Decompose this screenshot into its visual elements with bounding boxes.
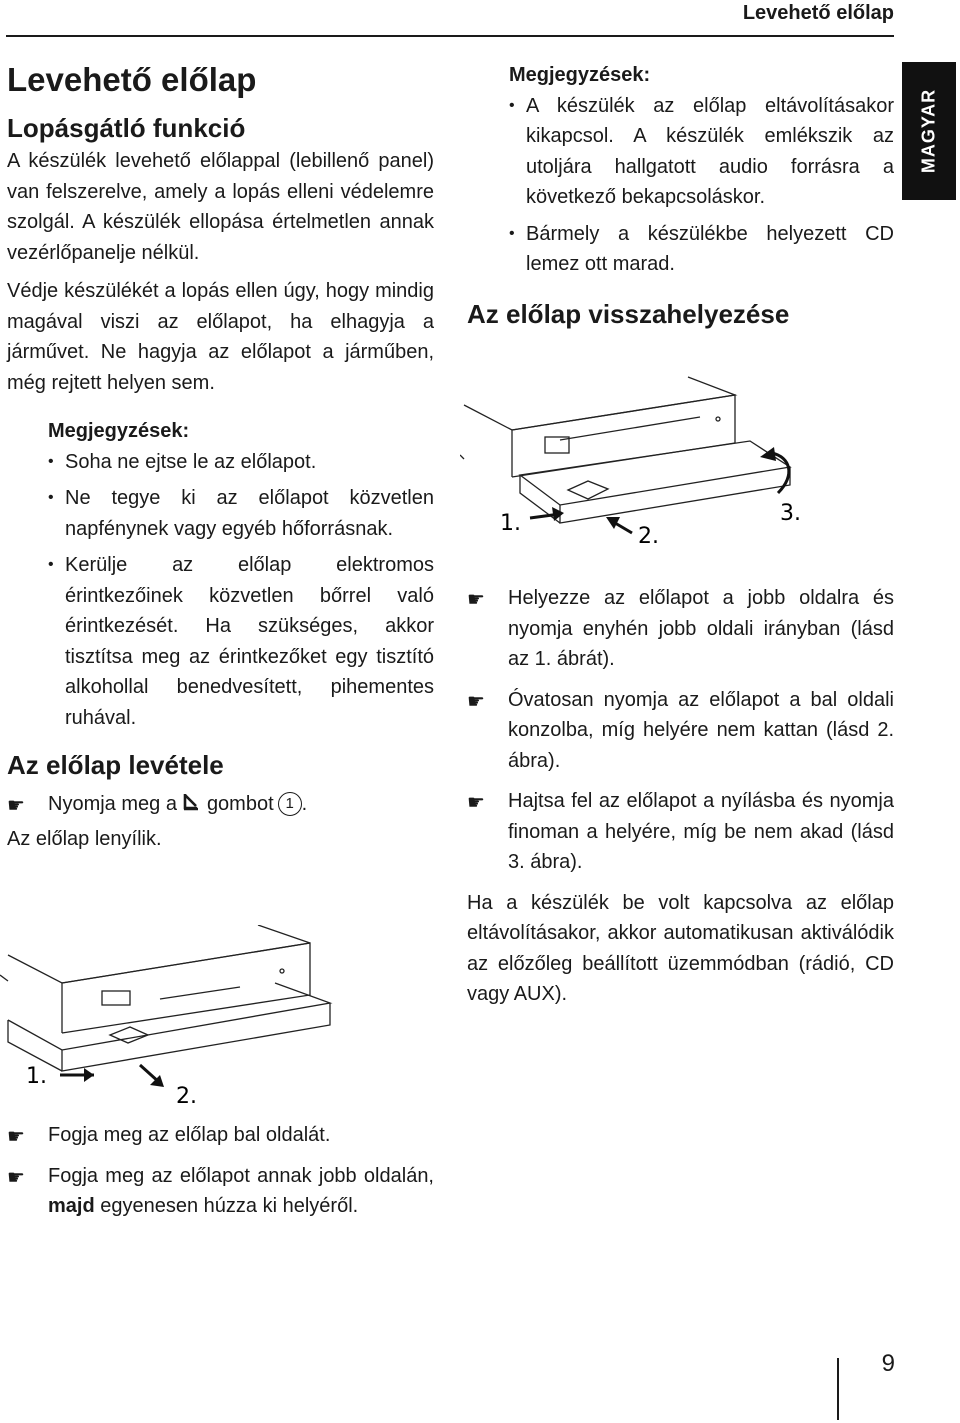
paragraph-intro: A készülék levehető előlappal (lebillenő panel) van felszerelve, amely a lopás elleni védelemre szolgál. A készülék ellopása értelmetlen annak vezérlőpanelje nélkül.: [7, 150, 434, 264]
page-number: 9: [881, 1350, 895, 1377]
figure-label-3: 3.: [780, 501, 801, 526]
note-item: • Bármely a készülékbe helyezett CD lemez ott marad.: [509, 219, 894, 280]
arrow-head-icon: [552, 507, 564, 521]
pointing-hand-icon: ☛: [7, 1166, 25, 1189]
language-tab: [902, 62, 956, 200]
closing-paragraph: Ha a készülék be volt kapcsolva az előlap eltávolításakor, akkor automatikusan aktiválódik az előzőleg beállított üzemmódban (rádió, CD vagy AUX).: [467, 891, 894, 1005]
language-tab-label: MAGYAR: [918, 88, 939, 174]
figure-label-2: 2.: [176, 1084, 197, 1109]
notes-heading: Megjegyzések:: [48, 420, 190, 442]
pointing-hand-icon: ☛: [467, 690, 485, 713]
notes-block-right: [509, 60, 894, 280]
note-item: • Soha ne ejtse le az előlapot.: [48, 447, 434, 478]
faceplate-removal-illustration: [0, 925, 440, 1115]
page-title: Levehető előlap: [7, 61, 257, 98]
figure-label-1: 1.: [26, 1064, 47, 1089]
figure-removal: [0, 925, 440, 1115]
note-item: • Ne tegye ki az előlapot közvetlen napfénynek vagy egyéb hőforrásnak.: [48, 483, 434, 544]
figure-label-2: 2.: [638, 524, 659, 549]
step-pull-out: ☛ Fogja meg az előlapot annak jobb oldalán, majd egyenesen húzza ki helyéről.: [7, 1164, 434, 1217]
step-press-release: ☛ Nyomja meg a gombot 1 .: [7, 789, 434, 820]
notes-list: [48, 447, 434, 734]
paragraph-protection: Védje készülékét a lopás ellen úgy, hogy mindig magával viszi az előlapot, ha elhagyja a járművet. Ne hagyja az előlapot a járműben, még rejtett helyen sem.: [7, 280, 434, 394]
section-heading-reattach: Az előlap visszahelyezése: [467, 298, 790, 329]
header-rule: [6, 35, 894, 37]
note-item: • A készülék az előlap eltávolításakor kikapcsol. A készülék emlékszik az utoljára hallgatott audio forrásra a következő bekapcsoláskor.: [509, 91, 894, 213]
notes-list: [509, 91, 894, 280]
result-text: Az előlap lenyílik.: [7, 827, 162, 850]
pointing-hand-icon: ☛: [467, 589, 485, 611]
reattach-steps: [467, 583, 894, 1010]
pointing-hand-icon: ☛: [7, 1126, 25, 1148]
running-header: Levehető előlap: [742, 2, 894, 24]
notes-heading: Megjegyzések:: [509, 64, 651, 86]
notes-block-left: [48, 416, 434, 733]
note-item: • Kerülje az előlap elektromos érintkezőinek közvetlen bőrrel való érintkezését. Ha szükséges, akkor tisztítsa meg az érintkezőket egy tisztító alkohollal benedvesített, pihementes ruhával.: [48, 550, 434, 733]
faceplate-reattach-illustration: [460, 375, 900, 555]
right-column: [467, 60, 894, 332]
pointing-hand-icon: ☛: [7, 795, 25, 817]
release-button-icon: [181, 792, 201, 812]
step-place-right: ☛ Helyezze az előlapot a jobb oldalra és nyomja enyhén jobb oldali irányban (lásd az 1. ábrát).: [467, 587, 894, 670]
step-grab-left: ☛ Fogja meg az előlap bal oldalát.: [7, 1120, 434, 1151]
arrow-head-icon: [84, 1068, 94, 1082]
step-fold-up: ☛ Hajtsa fel az előlapot a nyílásba és nyomja finoman a helyére, míg be nem akad (lásd 3. ábra).: [467, 790, 894, 873]
page-number-rule: [837, 1358, 839, 1420]
figure-reattach: [460, 375, 900, 555]
pointing-hand-icon: ☛: [467, 792, 485, 814]
removal-steps: [7, 1120, 434, 1232]
figure-label-1: 1.: [500, 511, 521, 536]
left-column: [7, 58, 434, 854]
section-heading-antitheft: Lopásgátló funkció: [7, 113, 246, 143]
reference-number-1: 1: [278, 792, 302, 816]
section-heading-removal: Az előlap levétele: [7, 750, 224, 780]
step-push-left: ☛ Óvatosan nyomja az előlapot a bal oldali konzolba, míg helyére nem kattan (lásd 2. ábra).: [467, 688, 894, 772]
